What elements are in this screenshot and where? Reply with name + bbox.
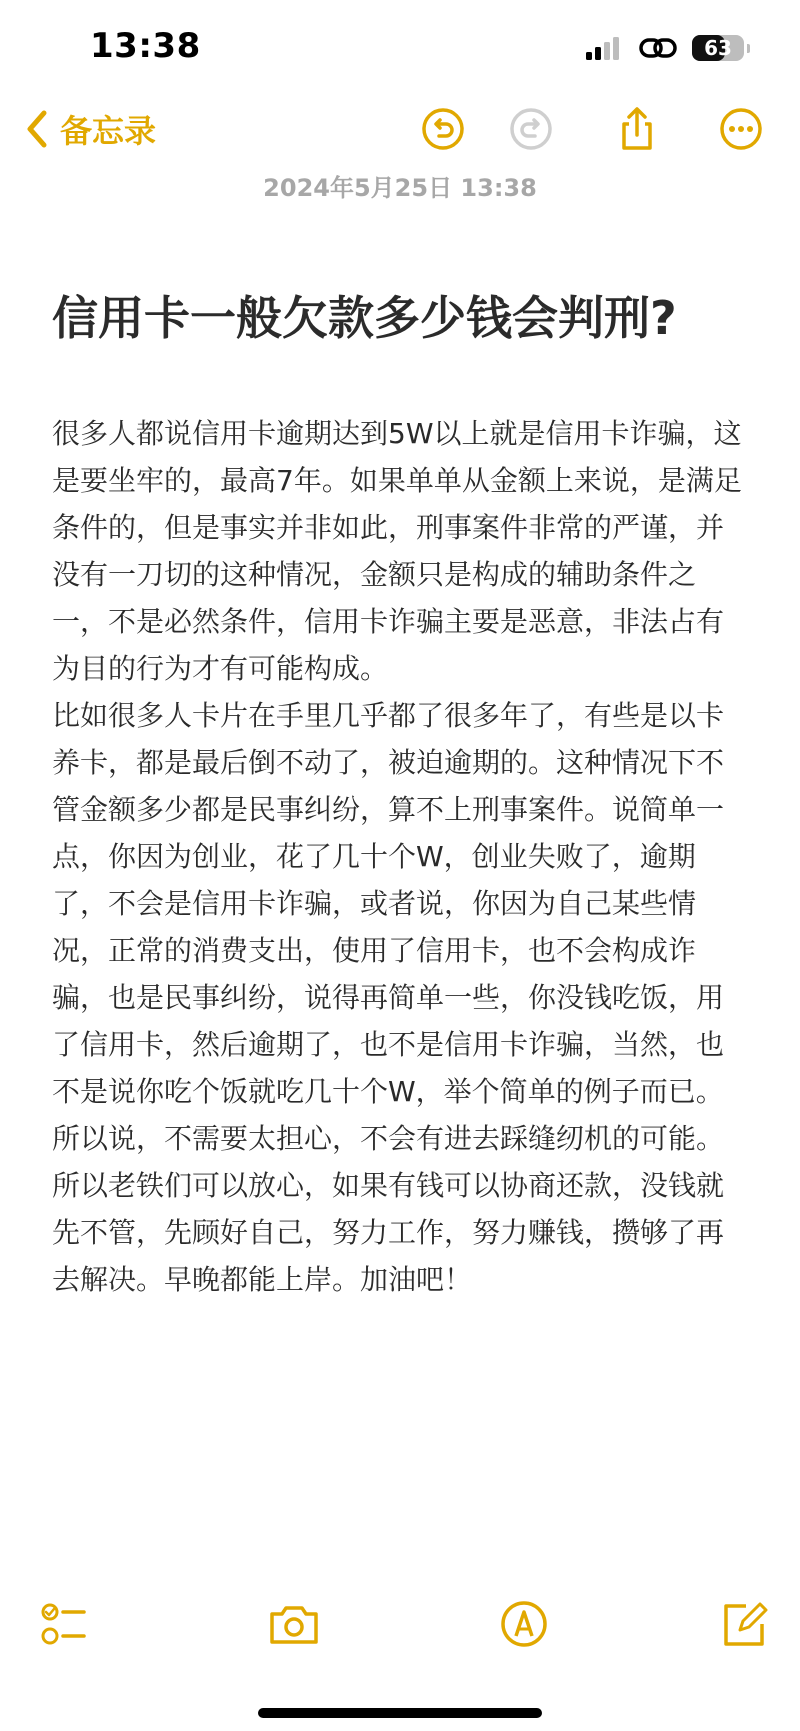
camera-icon	[266, 1596, 322, 1652]
compose-icon	[716, 1596, 772, 1652]
checklist-icon	[36, 1596, 92, 1652]
share-button[interactable]	[614, 106, 660, 152]
more-button[interactable]	[718, 106, 764, 152]
cellular-signal-icon	[584, 35, 624, 61]
note-date: 2024年5月25日 13:38	[263, 174, 537, 202]
back-label: 备忘录	[60, 112, 157, 150]
redo-icon	[508, 106, 554, 152]
camera-button[interactable]	[266, 1596, 322, 1652]
note-paragraph: 比如很多人卡片在手里几乎都了很多年了，有些是以卡养卡，都是最后倒不动了，被迫逾期的。这种情况下不管金额多少都是民事纠纷，算不上刑事案件。说简单一点，你因为创业，花了几十个W，创业失败了，逾期了，不会是信用卡诈骗，或者说，你因为自己某些情况，正常的消费支出，使用了信用卡，也不会构成诈骗，也是民事纠纷，说得再简单一些，你没钱吃饭，用了信用卡，然后逾期了，也不是信用卡诈骗，当然，也不是说你吃个饭就吃几十个W，举个简单的例子而已。所以说，不需要太担心，不会有进去踩缝纫机的可能。所以老铁们可以放心，如果有钱可以协商还款，没钱就先不管，先顾好自己，努力工作，努力赚钱，攒够了再去解决。早晚都能上岸。加油吧！	[52, 699, 725, 1296]
battery-nub	[747, 44, 750, 53]
note-paragraph: 很多人都说信用卡逾期达到5W以上就是信用卡诈骗，这是要坐牢的，最高7年。如果单单从金额上来说，是满足条件的，但是事实并非如此，刑事案件非常的严谨，并没有一刀切的这种情况，金额只是构成的辅助条件之一，不是必然条件，信用卡诈骗主要是恶意，非法占有为目的行为才有可能构成。	[52, 417, 742, 685]
battery-icon	[692, 35, 744, 61]
note-body[interactable]	[52, 410, 748, 1303]
markup-button[interactable]	[496, 1596, 552, 1652]
undo-icon	[420, 106, 466, 152]
bottom-toolbar	[0, 1596, 800, 1666]
redo-button[interactable]	[508, 106, 554, 152]
chevron-left-icon	[22, 107, 52, 151]
note-title[interactable]: 信用卡一般欠款多少钱会判刑?	[52, 291, 677, 345]
nav-bar	[0, 96, 800, 166]
undo-button[interactable]	[420, 106, 466, 152]
home-indicator[interactable]	[258, 1708, 542, 1718]
status-time: 13:38	[90, 26, 201, 66]
status-bar	[0, 0, 800, 96]
more-icon	[718, 106, 764, 152]
link-icon	[638, 35, 678, 61]
back-button[interactable]	[22, 106, 156, 152]
status-icons	[584, 32, 744, 64]
compose-button[interactable]	[716, 1596, 772, 1652]
markup-icon	[496, 1596, 552, 1652]
share-icon	[614, 106, 660, 152]
checklist-button[interactable]	[36, 1596, 92, 1652]
battery-level: 63	[704, 36, 732, 60]
